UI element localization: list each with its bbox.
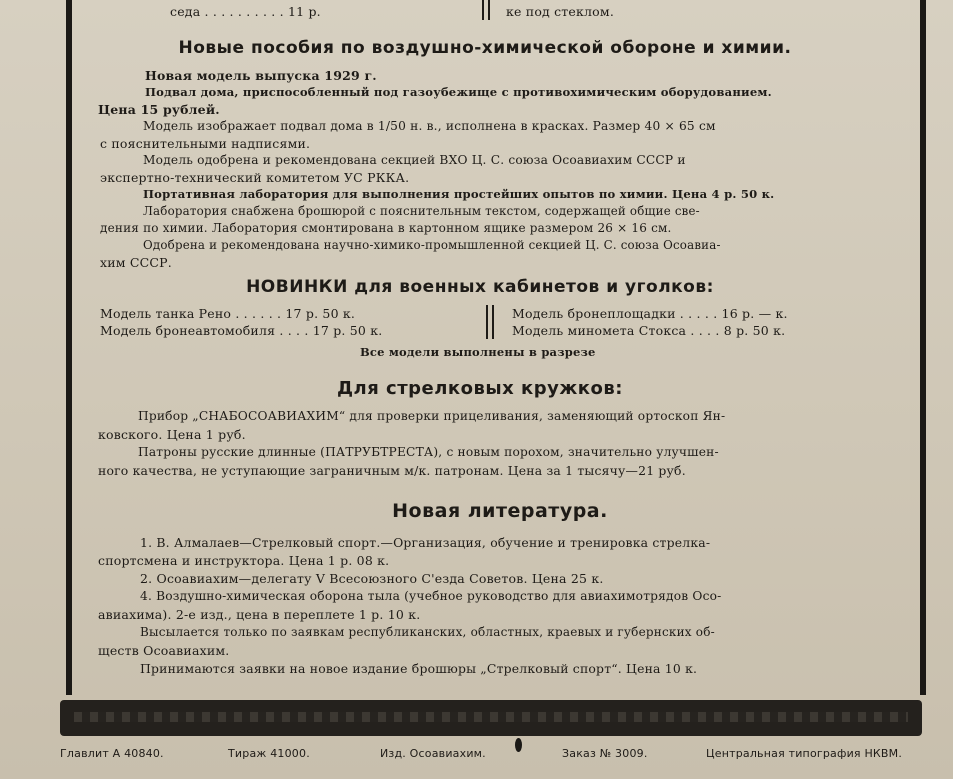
- footer-zakaz: Заказ № 3009.: [562, 747, 648, 760]
- footer-printer: Центральная типография НКВМ.: [706, 747, 903, 760]
- shooting-line: ного качества, не уступающие заграничным м/к. патронам. Цена за 1 тысячу—21 руб.: [98, 463, 686, 478]
- shooting-line: Прибор „СНАБОСОАВИАХИМ“ для проверки прицеливания, заменяющий ортоскоп Ян-: [138, 409, 726, 423]
- military-right-item: Модель бронеплощадки . . . . . 16 р. — к.: [512, 306, 788, 321]
- air-chem-line: Цена 15 рублей.: [98, 102, 220, 117]
- air-chem-line: Одобрена и рекомендована научно-химико-промышленной секцией Ц. С. союза Осоавиа-: [143, 238, 721, 252]
- air-chem-line: экспертно-технический комитетом УС РККА.: [100, 170, 410, 185]
- air-chem-line: Подвал дома, приспособленный под газоубежище с противохимическим оборудованием.: [145, 85, 772, 99]
- top-column-separator-2: [488, 0, 490, 20]
- literature-line: 2. Осоавиахим—делегату V Всесоюзного С'езда Советов. Цена 25 к.: [140, 571, 604, 586]
- literature-line: ществ Осоавиахим.: [98, 643, 230, 658]
- bottom-border-band: [60, 700, 922, 736]
- ink-blot: [515, 738, 522, 752]
- top-fragment-right: ке под стеклом.: [506, 4, 614, 19]
- air-chem-line: Модель одобрена и рекомендована секцией ВХО Ц. С. союза Осоавиахим СССР и: [143, 153, 686, 167]
- literature-heading: Новая литература.: [392, 500, 608, 522]
- air-chem-heading: Новые пособия по воздушно-химической обороне и химии.: [178, 38, 792, 58]
- military-left-item: Модель танка Рено . . . . . . 17 р. 50 к.: [100, 306, 356, 321]
- bottom-border-pattern: [74, 712, 908, 722]
- military-right-item: Модель миномета Стокса . . . . 8 р. 50 к.: [512, 323, 786, 338]
- literature-line: авиахима). 2-е изд., цена в переплете 1 р. 10 к.: [98, 607, 421, 622]
- literature-line: спортсмена и инструктора. Цена 1 р. 08 к.: [98, 553, 390, 568]
- literature-line: 4. Воздушно-химическая оборона тыла (учебное руководство для авиахимотрядов Осо-: [140, 589, 722, 603]
- air-chem-line: Портативная лаборатория для выполнения простейших опытов по химии. Цена 4 р. 50 к.: [143, 187, 775, 201]
- military-left-item: Модель бронеавтомобиля . . . . 17 р. 50 к.: [100, 323, 383, 338]
- military-column-separator-2: [492, 305, 494, 339]
- literature-line: 1. В. Алмалаев—Стрелковый спорт.—Организация, обучение и тренировка стрелка-: [140, 535, 711, 550]
- footer-glavlit: Главлит А 40840.: [60, 747, 164, 760]
- air-chem-line: Лаборатория снабжена брошюрой с пояснительным текстом, содержащей общие све-: [143, 204, 700, 218]
- footer-izd: Изд. Осоавиахим.: [380, 747, 486, 760]
- literature-line: Высылается только по заявкам республиканских, областных, краевых и губернских об-: [140, 625, 715, 639]
- shooting-line: ковского. Цена 1 руб.: [98, 427, 246, 442]
- military-heading: НОВИНКИ для военных кабинетов и уголков:: [246, 277, 714, 297]
- military-column-separator: [486, 305, 488, 339]
- military-note: Все модели выполнены в разрезе: [360, 345, 596, 359]
- top-column-separator: [482, 0, 484, 20]
- literature-line: Принимаются заявки на новое издание брошюры „Стрелковый спорт“. Цена 10 к.: [140, 661, 698, 676]
- air-chem-line: Модель изображает подвал дома в 1/50 н. в., исполнена в красках. Размер 40 × 65 см: [143, 119, 716, 133]
- footer-tirazh: Тираж 41000.: [228, 747, 310, 760]
- air-chem-line: Новая модель выпуска 1929 г.: [145, 68, 377, 83]
- shooting-heading: Для стрелковых кружков:: [337, 378, 623, 399]
- shooting-line: Патроны русские длинные (ПАТРУБТРЕСТА), с новым порохом, значительно улучшен-: [138, 445, 719, 459]
- top-fragment-left: седа . . . . . . . . . . 11 р.: [170, 4, 321, 19]
- air-chem-line: хим СССР.: [100, 255, 172, 270]
- air-chem-line: дения по химии. Лаборатория смонтирована в картонном ящике размером 26 × 16 см.: [100, 221, 672, 235]
- air-chem-line: с пояснительными надписями.: [100, 136, 311, 151]
